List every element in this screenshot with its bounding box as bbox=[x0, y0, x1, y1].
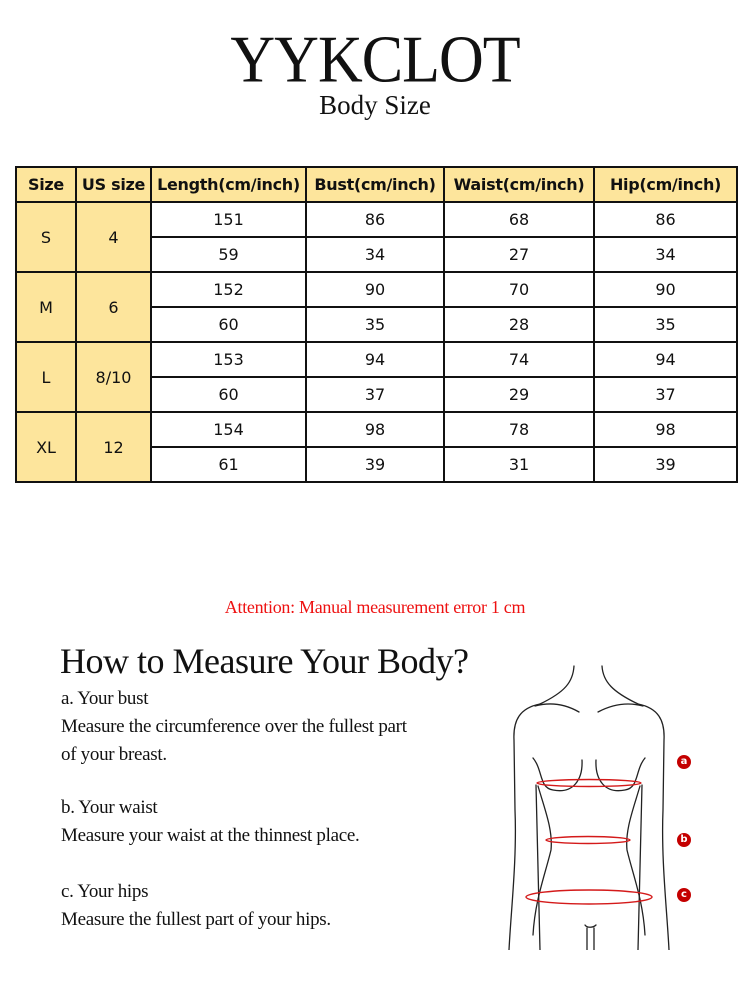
waist-cm-cell: 70 bbox=[444, 272, 594, 307]
size-cell: XL bbox=[16, 412, 76, 482]
measure-waist-line1: Measure your waist at the thinnest place. bbox=[61, 825, 360, 846]
measure-bust-line1: Measure the circumference over the fullest part bbox=[61, 716, 407, 737]
length-inch-cell: 60 bbox=[151, 307, 306, 342]
us-size-cell: 6 bbox=[76, 272, 151, 342]
size-cell: S bbox=[16, 202, 76, 272]
waist-inch-cell: 29 bbox=[444, 377, 594, 412]
page-subtitle: Body Size bbox=[319, 90, 431, 120]
bust-cm-cell: 86 bbox=[306, 202, 444, 237]
waist-inch-cell: 27 bbox=[444, 237, 594, 272]
measure-waist-section bbox=[61, 794, 359, 850]
table-header-row bbox=[16, 167, 737, 202]
size-cell: L bbox=[16, 342, 76, 412]
measure-waist-heading: b. Your waist bbox=[61, 797, 158, 818]
hip-cm-cell: 86 bbox=[594, 202, 737, 237]
hip-cm-cell: 90 bbox=[594, 272, 737, 307]
attention-note: Attention: Manual measurement error 1 cm bbox=[224, 597, 526, 617]
hips-marker-icon: c bbox=[677, 888, 691, 902]
hip-inch-cell: 34 bbox=[594, 237, 737, 272]
column-header-length: Length(cm/inch) bbox=[151, 167, 306, 202]
bust-cm-cell: 98 bbox=[306, 412, 444, 447]
hip-cm-cell: 94 bbox=[594, 342, 737, 377]
measure-bust-heading: a. Your bust bbox=[61, 688, 149, 709]
bust-inch-cell: 39 bbox=[306, 447, 444, 482]
waist-cm-cell: 68 bbox=[444, 202, 594, 237]
table-row bbox=[16, 412, 737, 447]
measure-bust-line2: of your breast. bbox=[61, 744, 167, 765]
bust-inch-cell: 37 bbox=[306, 377, 444, 412]
waist-inch-cell: 31 bbox=[444, 447, 594, 482]
measure-bust-section bbox=[61, 685, 407, 769]
us-size-cell: 8/10 bbox=[76, 342, 151, 412]
length-cm-cell: 152 bbox=[151, 272, 306, 307]
hip-inch-cell: 35 bbox=[594, 307, 737, 342]
length-inch-cell: 60 bbox=[151, 377, 306, 412]
length-inch-cell: 61 bbox=[151, 447, 306, 482]
table-row bbox=[16, 342, 737, 377]
table-row bbox=[16, 272, 737, 307]
waist-cm-cell: 74 bbox=[444, 342, 594, 377]
body-outline-illustration bbox=[495, 660, 705, 950]
waist-marker-icon: b bbox=[677, 833, 691, 847]
waist-measure-line bbox=[546, 837, 630, 844]
column-header-hip: Hip(cm/inch) bbox=[594, 167, 737, 202]
us-size-cell: 4 bbox=[76, 202, 151, 272]
length-cm-cell: 153 bbox=[151, 342, 306, 377]
hip-inch-cell: 37 bbox=[594, 377, 737, 412]
hip-measure-line bbox=[526, 890, 652, 904]
column-header-waist: Waist(cm/inch) bbox=[444, 167, 594, 202]
length-cm-cell: 154 bbox=[151, 412, 306, 447]
bust-inch-cell: 34 bbox=[306, 237, 444, 272]
bust-measure-line bbox=[537, 780, 641, 787]
measure-hips-heading: c. Your hips bbox=[61, 881, 149, 902]
column-header-bust: Bust(cm/inch) bbox=[306, 167, 444, 202]
bust-cm-cell: 94 bbox=[306, 342, 444, 377]
size-chart-table bbox=[15, 166, 738, 483]
how-to-measure-title: How to Measure Your Body? bbox=[60, 641, 469, 681]
bust-cm-cell: 90 bbox=[306, 272, 444, 307]
measure-hips-section bbox=[61, 878, 331, 934]
hip-cm-cell: 98 bbox=[594, 412, 737, 447]
bust-inch-cell: 35 bbox=[306, 307, 444, 342]
table-row bbox=[16, 202, 737, 237]
brand-title: YYKCLOT bbox=[230, 23, 520, 97]
bust-marker-icon: a bbox=[677, 755, 691, 769]
column-header-size: Size bbox=[16, 167, 76, 202]
size-cell: M bbox=[16, 272, 76, 342]
measure-hips-line1: Measure the fullest part of your hips. bbox=[61, 909, 331, 930]
length-cm-cell: 151 bbox=[151, 202, 306, 237]
column-header-us-size: US size bbox=[76, 167, 151, 202]
us-size-cell: 12 bbox=[76, 412, 151, 482]
waist-cm-cell: 78 bbox=[444, 412, 594, 447]
length-inch-cell: 59 bbox=[151, 237, 306, 272]
waist-inch-cell: 28 bbox=[444, 307, 594, 342]
hip-inch-cell: 39 bbox=[594, 447, 737, 482]
